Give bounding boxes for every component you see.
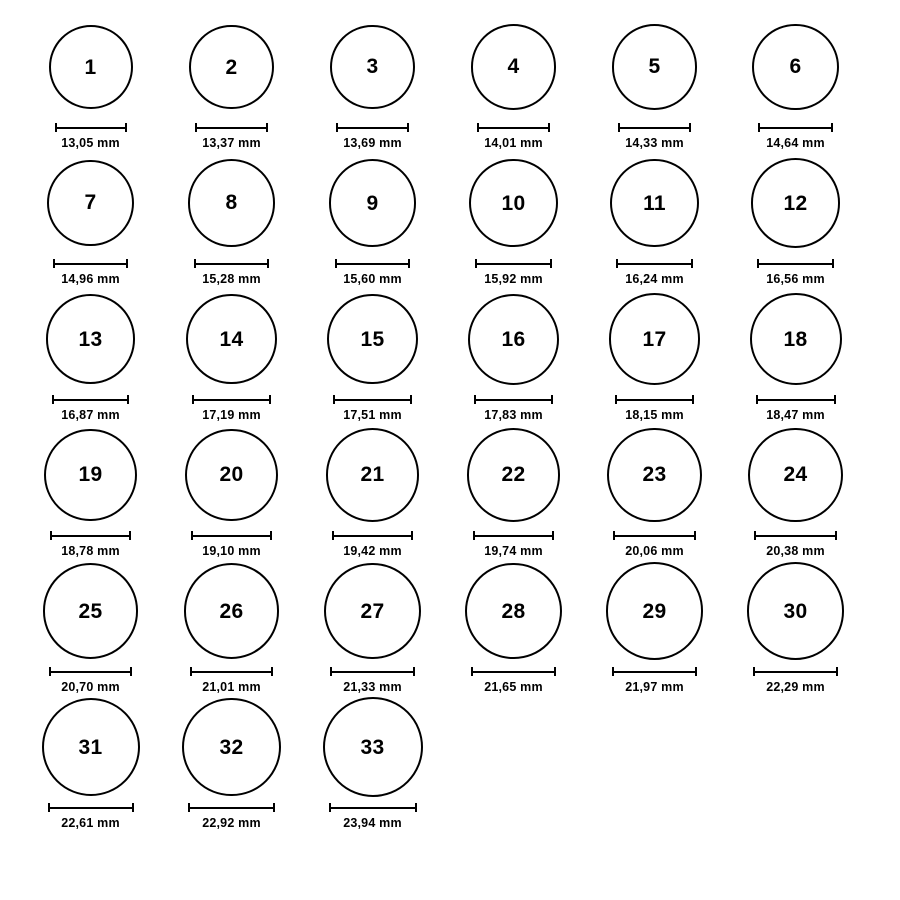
ring-circle-wrap	[323, 694, 423, 800]
ring-size-cell	[161, 14, 302, 150]
ring-size-number: 8	[225, 191, 238, 215]
ring-size-label: 22,29 mm	[766, 680, 825, 694]
ring-measurement	[757, 259, 834, 286]
ring-measurement	[50, 531, 130, 558]
caliper-icon	[53, 259, 128, 268]
ring-size-cell	[443, 14, 584, 150]
ring-circle	[607, 428, 701, 522]
ring-measurement	[48, 803, 134, 830]
ring-size-label: 19,42 mm	[343, 544, 402, 558]
ring-size-number: 16	[501, 327, 526, 351]
ring-measurement	[329, 803, 417, 830]
caliper-icon	[329, 803, 417, 812]
ring-size-number: 32	[219, 735, 244, 759]
ring-size-number: 2	[225, 55, 238, 79]
caliper-icon	[52, 395, 130, 404]
ring-size-number: 31	[78, 735, 103, 759]
ring-size-number: 20	[219, 463, 244, 487]
ring-circle-wrap	[182, 694, 281, 800]
ring-circle	[182, 698, 281, 797]
ring-size-label: 17,83 mm	[484, 408, 543, 422]
ring-size-number: 10	[501, 191, 526, 215]
caliper-icon	[55, 123, 127, 132]
ring-circle	[752, 24, 838, 110]
ring-size-cell	[725, 286, 866, 422]
ring-measurement	[332, 531, 413, 558]
ring-circle	[751, 158, 840, 247]
ring-measurement	[473, 531, 555, 558]
caliper-icon	[336, 123, 409, 132]
ring-circle-wrap	[189, 14, 274, 120]
ring-circle-wrap	[47, 150, 134, 256]
ring-measurement	[616, 259, 693, 286]
ring-circle-wrap	[43, 558, 138, 664]
ring-circle	[185, 429, 278, 522]
ring-circle-wrap	[46, 286, 136, 392]
ring-size-label: 22,61 mm	[61, 816, 120, 830]
ring-circle	[471, 24, 556, 109]
ring-circle	[612, 24, 698, 110]
caliper-icon	[190, 667, 274, 676]
ring-measurement	[756, 395, 836, 422]
caliper-icon	[48, 803, 134, 812]
ring-size-cell	[443, 422, 584, 558]
ring-size-label: 17,19 mm	[202, 408, 261, 422]
ring-size-cell	[161, 558, 302, 694]
ring-circle-wrap	[751, 150, 840, 256]
ring-size-number: 21	[360, 463, 385, 487]
ring-circle-wrap	[747, 558, 845, 664]
ring-measurement	[477, 123, 550, 150]
ring-circle	[47, 160, 134, 247]
ring-measurement	[474, 395, 553, 422]
ring-size-cell	[302, 14, 443, 150]
ring-size-number: 28	[501, 599, 526, 623]
ring-size-number: 13	[78, 327, 103, 351]
ring-size-cell	[20, 14, 161, 150]
ring-size-number: 4	[507, 55, 520, 79]
ring-size-label: 21,33 mm	[343, 680, 402, 694]
ring-circle	[609, 293, 701, 385]
caliper-icon	[333, 395, 412, 404]
ring-measurement	[195, 123, 268, 150]
ring-size-number: 30	[783, 599, 808, 623]
ring-row	[20, 422, 880, 558]
caliper-icon	[192, 395, 270, 404]
ring-size-label: 13,05 mm	[61, 136, 120, 150]
caliper-icon	[754, 531, 837, 540]
caliper-icon	[335, 259, 411, 268]
caliper-icon	[753, 667, 839, 676]
ring-size-label: 14,96 mm	[61, 272, 120, 286]
ring-circle	[49, 25, 133, 109]
ring-size-label: 16,56 mm	[766, 272, 825, 286]
ring-size-cell	[725, 150, 866, 286]
caliper-icon	[191, 531, 272, 540]
ring-size-number: 22	[501, 463, 526, 487]
ring-size-label: 21,01 mm	[202, 680, 261, 694]
ring-size-cell	[302, 150, 443, 286]
caliper-icon	[615, 395, 695, 404]
ring-size-label: 19,74 mm	[484, 544, 543, 558]
ring-circle-wrap	[750, 286, 842, 392]
ring-circle	[467, 428, 561, 522]
ring-size-cell	[161, 150, 302, 286]
ring-circle	[329, 159, 417, 247]
ring-size-label: 14,33 mm	[625, 136, 684, 150]
ring-circle-wrap	[185, 422, 278, 528]
caliper-icon	[758, 123, 832, 132]
ring-circle	[323, 697, 423, 797]
ring-size-label: 23,94 mm	[343, 816, 402, 830]
ring-measurement	[333, 395, 412, 422]
ring-circle-wrap	[471, 14, 556, 120]
ring-circle-wrap	[327, 286, 418, 392]
ring-size-number: 17	[642, 327, 667, 351]
ring-size-cell	[20, 558, 161, 694]
ring-row	[20, 286, 880, 422]
ring-circle-wrap	[606, 558, 703, 664]
ring-circle-wrap	[188, 150, 275, 256]
ring-circle	[186, 294, 276, 384]
ring-circle	[465, 563, 562, 660]
ring-size-label: 13,37 mm	[202, 136, 261, 150]
ring-size-number: 3	[366, 55, 379, 79]
ring-size-cell	[584, 422, 725, 558]
caliper-icon	[613, 531, 695, 540]
ring-row	[20, 694, 880, 830]
ring-circle-wrap	[330, 14, 415, 120]
ring-circle	[327, 294, 418, 385]
ring-size-label: 18,78 mm	[61, 544, 120, 558]
caliper-icon	[195, 123, 268, 132]
caliper-icon	[330, 667, 414, 676]
ring-measurement	[758, 123, 832, 150]
ring-measurement	[49, 667, 132, 694]
ring-size-number: 27	[360, 599, 385, 623]
ring-circle	[42, 698, 140, 796]
caliper-icon	[332, 531, 413, 540]
ring-circle-wrap	[42, 694, 140, 800]
ring-circle	[468, 294, 559, 385]
ring-measurement	[754, 531, 837, 558]
ring-measurement	[613, 531, 695, 558]
ring-size-number: 12	[783, 191, 808, 215]
ring-circle-wrap	[748, 422, 843, 528]
ring-size-number: 11	[643, 191, 666, 215]
ring-size-label: 21,65 mm	[484, 680, 543, 694]
ring-circle	[606, 562, 703, 659]
ring-measurement	[53, 259, 128, 286]
ring-measurement	[612, 667, 697, 694]
ring-size-label: 20,38 mm	[766, 544, 825, 558]
caliper-icon	[473, 531, 555, 540]
ring-measurement	[190, 667, 274, 694]
ring-measurement	[188, 803, 275, 830]
ring-size-number: 1	[84, 55, 97, 79]
ring-measurement	[336, 123, 409, 150]
ring-size-number: 5	[648, 55, 661, 79]
ring-circle	[330, 25, 415, 110]
ring-size-cell	[443, 286, 584, 422]
caliper-icon	[475, 259, 551, 268]
ring-measurement	[753, 667, 839, 694]
ring-circle	[326, 428, 419, 521]
ring-size-cell	[443, 150, 584, 286]
ring-size-label: 18,15 mm	[625, 408, 684, 422]
ring-size-cell	[725, 14, 866, 150]
ring-size-number: 23	[642, 463, 667, 487]
ring-size-label: 22,92 mm	[202, 816, 261, 830]
ring-size-cell	[302, 286, 443, 422]
ring-size-label: 20,70 mm	[61, 680, 120, 694]
ring-circle-wrap	[607, 422, 701, 528]
ring-size-number: 14	[219, 327, 244, 351]
ring-size-label: 16,87 mm	[61, 408, 120, 422]
ring-measurement	[194, 259, 269, 286]
ring-size-cell	[302, 694, 443, 830]
ring-circle	[44, 429, 136, 521]
caliper-icon	[756, 395, 836, 404]
ring-size-cell	[725, 558, 866, 694]
ring-circle-wrap	[752, 14, 838, 120]
caliper-icon	[471, 667, 556, 676]
ring-size-label: 20,06 mm	[625, 544, 684, 558]
caliper-icon	[194, 259, 269, 268]
ring-circle-wrap	[609, 286, 701, 392]
ring-size-label: 17,51 mm	[343, 408, 402, 422]
ring-size-cell	[161, 286, 302, 422]
ring-circle-wrap	[49, 14, 133, 120]
ring-measurement	[471, 667, 556, 694]
ring-size-label: 16,24 mm	[625, 272, 684, 286]
ring-size-label: 15,60 mm	[343, 272, 402, 286]
caliper-icon	[50, 531, 130, 540]
ring-size-cell	[20, 150, 161, 286]
ring-circle-wrap	[184, 558, 280, 664]
ring-row	[20, 558, 880, 694]
ring-circle	[184, 563, 280, 659]
ring-circle-wrap	[612, 14, 698, 120]
ring-size-cell	[584, 558, 725, 694]
ring-circle-wrap	[610, 150, 699, 256]
ring-circle	[747, 562, 845, 660]
ring-circle-wrap	[186, 286, 276, 392]
ring-size-number: 29	[642, 599, 667, 623]
ring-circle	[189, 25, 274, 110]
ring-size-label: 14,01 mm	[484, 136, 543, 150]
ring-circle	[750, 293, 842, 385]
ring-circle	[610, 159, 699, 248]
ring-size-cell	[443, 558, 584, 694]
ring-size-cell	[725, 422, 866, 558]
ring-circle-wrap	[44, 422, 136, 528]
caliper-icon	[612, 667, 697, 676]
ring-circle-wrap	[467, 422, 561, 528]
caliper-icon	[188, 803, 275, 812]
ring-measurement	[615, 395, 695, 422]
ring-size-label: 15,92 mm	[484, 272, 543, 286]
ring-circle-wrap	[465, 558, 562, 664]
ring-size-number: 19	[78, 463, 103, 487]
ring-size-number: 15	[360, 327, 385, 351]
ring-size-label: 13,69 mm	[343, 136, 402, 150]
ring-size-number: 18	[783, 327, 808, 351]
ring-measurement	[618, 123, 692, 150]
ring-measurement	[191, 531, 272, 558]
ring-size-cell	[302, 422, 443, 558]
ring-row	[20, 14, 880, 150]
caliper-icon	[474, 395, 553, 404]
ring-size-cell	[584, 150, 725, 286]
caliper-icon	[616, 259, 693, 268]
ring-circle-wrap	[326, 422, 419, 528]
ring-measurement	[52, 395, 130, 422]
ring-size-cell	[161, 694, 302, 830]
caliper-icon	[618, 123, 692, 132]
ring-measurement	[55, 123, 127, 150]
ring-size-cell	[161, 422, 302, 558]
ring-size-number: 25	[78, 599, 103, 623]
ring-size-label: 14,64 mm	[766, 136, 825, 150]
ring-measurement	[475, 259, 551, 286]
ring-circle	[46, 294, 136, 384]
ring-circle	[748, 428, 843, 523]
ring-circle-wrap	[469, 150, 557, 256]
ring-size-cell	[20, 422, 161, 558]
caliper-icon	[49, 667, 132, 676]
ring-circle	[324, 563, 420, 659]
caliper-icon	[477, 123, 550, 132]
ring-circle-wrap	[468, 286, 559, 392]
ring-row	[20, 150, 880, 286]
ring-circle-wrap	[324, 558, 420, 664]
ring-size-cell	[584, 14, 725, 150]
ring-size-number: 6	[789, 55, 802, 79]
ring-size-number: 26	[219, 599, 244, 623]
ring-size-number: 7	[84, 191, 97, 215]
ring-circle	[469, 159, 557, 247]
ring-size-label: 15,28 mm	[202, 272, 261, 286]
caliper-icon	[757, 259, 834, 268]
ring-size-label: 21,97 mm	[625, 680, 684, 694]
ring-circle-wrap	[329, 150, 417, 256]
ring-size-label: 18,47 mm	[766, 408, 825, 422]
ring-size-cell	[20, 694, 161, 830]
ring-size-number: 9	[366, 191, 379, 215]
ring-measurement	[335, 259, 411, 286]
ring-size-label: 19,10 mm	[202, 544, 261, 558]
ring-circle	[43, 563, 138, 658]
ring-size-number: 33	[360, 735, 385, 759]
ring-measurement	[192, 395, 270, 422]
ring-size-cell	[20, 286, 161, 422]
ring-size-number: 24	[783, 463, 808, 487]
ring-size-cell	[302, 558, 443, 694]
ring-size-cell	[584, 286, 725, 422]
ring-measurement	[330, 667, 414, 694]
ring-circle	[188, 159, 275, 246]
